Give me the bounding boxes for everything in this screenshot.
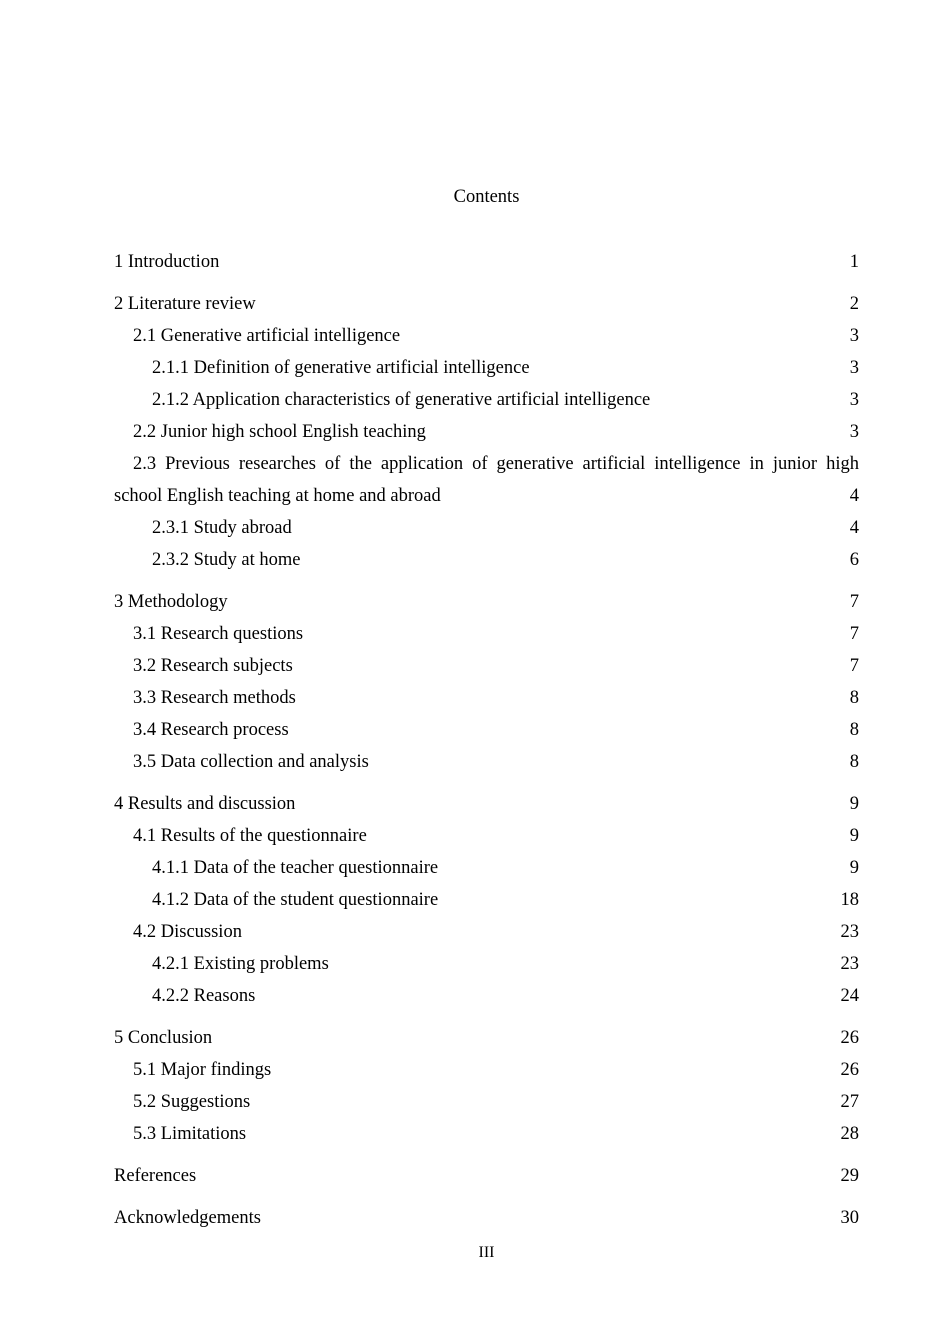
toc-entry-label: References xyxy=(114,1166,197,1186)
toc-entry-label: 2.3.2 Study at home xyxy=(152,550,301,570)
toc-entry-label: 4.1 Results of the questionnaire xyxy=(133,826,367,846)
toc-entry[interactable] xyxy=(114,884,859,916)
toc-entry-page-number: 8 xyxy=(849,720,859,740)
toc-entry-page-number: 7 xyxy=(849,592,859,612)
toc-entry-label: 2.1.2 Application characteristics of generative artificial intelligence xyxy=(152,390,651,410)
toc-entry-label: 4 Results and discussion xyxy=(114,794,296,814)
toc-entry[interactable] xyxy=(114,1202,859,1234)
toc-entry-page-number: 3 xyxy=(849,422,859,442)
toc-entry-page-number: 8 xyxy=(849,752,859,772)
toc-entry-page-number: 18 xyxy=(840,890,859,910)
toc-entry-page-number: 3 xyxy=(849,358,859,378)
toc-entry-label: 5 Conclusion xyxy=(114,1028,213,1048)
toc-entry[interactable] xyxy=(114,352,859,384)
toc-entry-page-number: 1 xyxy=(849,252,859,272)
table-of-contents xyxy=(114,246,859,1234)
toc-entry[interactable] xyxy=(114,416,859,448)
toc-entry-label: 2.1 Generative artificial intelligence xyxy=(133,326,401,346)
toc-entry-label: 3 Methodology xyxy=(114,592,228,612)
toc-entry-label: 4.2 Discussion xyxy=(133,922,242,942)
toc-entry-label: 4.2.2 Reasons xyxy=(152,986,256,1006)
toc-entry-page-number: 27 xyxy=(840,1092,859,1112)
toc-entry[interactable] xyxy=(114,288,859,320)
toc-entry[interactable] xyxy=(114,852,859,884)
toc-entry-page-number: 30 xyxy=(840,1208,859,1228)
toc-entry[interactable] xyxy=(114,1118,859,1150)
page-title: Contents xyxy=(453,187,520,207)
toc-entry[interactable] xyxy=(114,586,859,618)
toc-entry-label-line1: 2.3 Previous researches of the application of generative artificial intelligence in junior high xyxy=(133,454,859,474)
toc-entry-label: 3.5 Data collection and analysis xyxy=(133,752,369,772)
toc-entry-label: 3.1 Research questions xyxy=(133,624,304,644)
toc-entry-page-number: 9 xyxy=(849,794,859,814)
toc-entry-page-number: 4 xyxy=(849,486,859,506)
toc-entry-page-number: 23 xyxy=(840,954,859,974)
toc-entry[interactable] xyxy=(114,820,859,852)
toc-entry-page-number: 7 xyxy=(849,624,859,644)
toc-entry-label: 3.3 Research methods xyxy=(133,688,296,708)
toc-entry[interactable] xyxy=(114,746,859,778)
toc-entry-label: 4.1.2 Data of the student questionnaire xyxy=(152,890,439,910)
toc-entry[interactable] xyxy=(114,650,859,682)
toc-entry-label: 2.3.1 Study abroad xyxy=(152,518,292,538)
toc-entry-label: Acknowledgements xyxy=(114,1208,261,1228)
toc-entry[interactable] xyxy=(114,544,859,576)
toc-entry-label: 1 Introduction xyxy=(114,252,220,272)
toc-entry[interactable] xyxy=(114,1086,859,1118)
toc-entry[interactable] xyxy=(114,246,859,278)
toc-entry-label: 5.1 Major findings xyxy=(133,1060,272,1080)
toc-entry[interactable] xyxy=(114,948,859,980)
toc-entry-label: 2 Literature review xyxy=(114,294,256,314)
toc-entry[interactable] xyxy=(114,618,859,650)
page-number: III xyxy=(478,1244,495,1261)
toc-entry-label: 5.2 Suggestions xyxy=(133,1092,251,1112)
toc-entry[interactable] xyxy=(114,980,859,1012)
toc-entry[interactable] xyxy=(114,448,859,512)
toc-entry-page-number: 4 xyxy=(849,518,859,538)
toc-entry[interactable] xyxy=(114,320,859,352)
toc-entry-page-number: 9 xyxy=(849,858,859,878)
toc-entry[interactable] xyxy=(114,1054,859,1086)
toc-entry-page-number: 9 xyxy=(849,826,859,846)
toc-entry-page-number: 3 xyxy=(849,326,859,346)
toc-entry[interactable] xyxy=(114,682,859,714)
toc-entry-page-number: 7 xyxy=(849,656,859,676)
toc-entry[interactable] xyxy=(114,1160,859,1192)
toc-entry-label: 5.3 Limitations xyxy=(133,1124,247,1144)
toc-entry-page-number: 3 xyxy=(849,390,859,410)
toc-entry-label-line2: school English teaching at home and abroad xyxy=(114,486,441,506)
toc-entry-page-number: 23 xyxy=(840,922,859,942)
toc-entry-page-number: 28 xyxy=(840,1124,859,1144)
toc-entry-page-number: 6 xyxy=(849,550,859,570)
toc-entry[interactable] xyxy=(114,384,859,416)
toc-entry-page-number: 29 xyxy=(840,1166,859,1186)
toc-entry-page-number: 26 xyxy=(840,1028,859,1048)
toc-entry[interactable] xyxy=(114,714,859,746)
toc-entry-label: 3.2 Research subjects xyxy=(133,656,293,676)
toc-entry-page-number: 26 xyxy=(840,1060,859,1080)
toc-entry-label: 4.2.1 Existing problems xyxy=(152,954,329,974)
toc-entry-label: 4.1.1 Data of the teacher questionnaire xyxy=(152,858,439,878)
toc-entry[interactable] xyxy=(114,788,859,820)
toc-entry-page-number: 2 xyxy=(849,294,859,314)
toc-entry-page-number: 24 xyxy=(840,986,859,1006)
toc-entry[interactable] xyxy=(114,512,859,544)
toc-entry-label: 2.1.1 Definition of generative artificial intelligence xyxy=(152,358,530,378)
toc-entry[interactable] xyxy=(114,916,859,948)
toc-entry-label: 2.2 Junior high school English teaching xyxy=(133,422,426,442)
toc-entry[interactable] xyxy=(114,1022,859,1054)
toc-entry-label: 3.4 Research process xyxy=(133,720,289,740)
toc-entry-page-number: 8 xyxy=(849,688,859,708)
